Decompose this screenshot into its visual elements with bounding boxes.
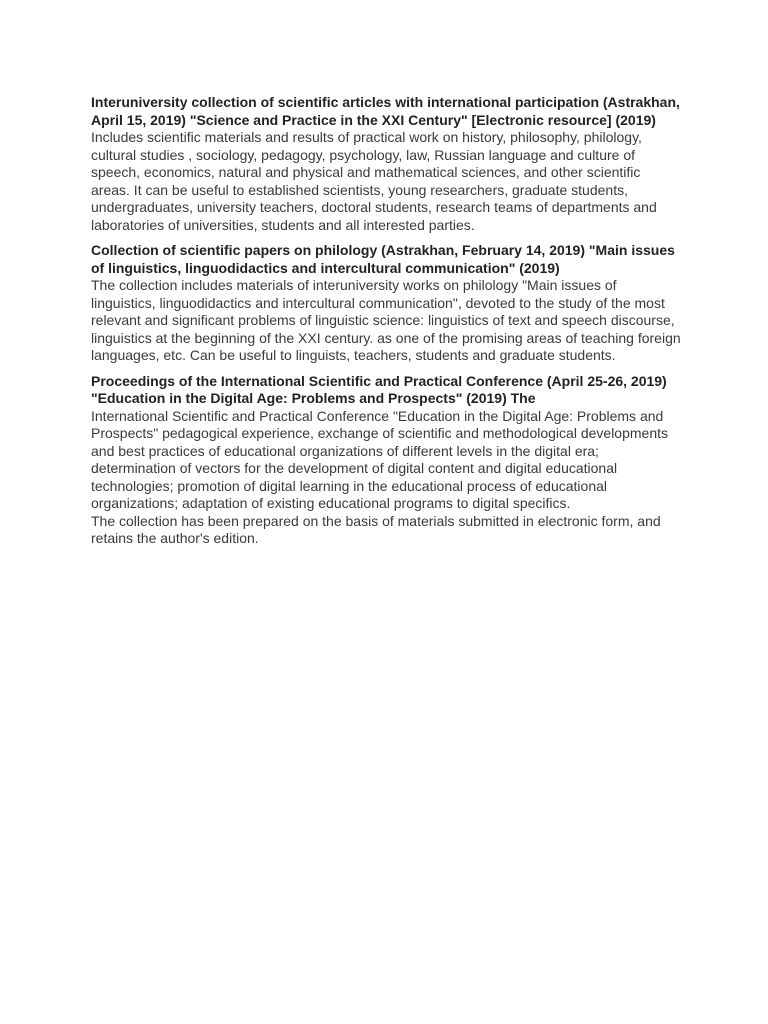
entry-title: Interuniversity collection of scientific articles with international participation (Astrakhan, April 15, 2019) "Science and Practice in the XXI Century" [Electronic resource] (2019) — [91, 94, 680, 128]
document-page — [91, 94, 681, 556]
entry-description: Includes scientific materials and results of practical work on history, philosophy, philology, cultural studies , sociology, pedagogy, psychology, law, Russian language and culture of speech, economics, natural and physical and mathematical sciences, and other scientific areas. It can be useful to established scientists, young researchers, graduate students, undergraduates, university teachers, doctoral students, research teams of departments and laboratories of universities, students and all interested parties. — [91, 129, 657, 233]
entry-description: The collection includes materials of interuniversity works on philology "Main issues of linguistics, linguodidactics and intercultural communication", devoted to the study of the most relevant and significant problems of linguistic science: linguistics of text and speech discourse, linguistics at the beginning of the XXI century. as one of the promising areas of teaching foreign languages, etc. Can be useful to linguists, teachers, students and graduate students. — [91, 277, 681, 363]
entry-description: International Scientific and Practical Conference "Education in the Digital Age: Problems and Prospects" pedagogical experience, exchange of scientific and methodological developments and best practices of educational organizations of different levels in the digital era; determination of vectors for the development of digital content and digital educational technologies; promotion of digital learning in the educational process of educational organizations; adaptation of existing educational programs to digital specifics. — [91, 407, 668, 511]
entry-note: The collection has been prepared on the basis of materials submitted in electronic form, and retains the author's edition. — [91, 512, 661, 546]
entry-title: Collection of scientific papers on philology (Astrakhan, February 14, 2019) "Main issues of linguistics, linguodidactics and intercultural communication" (2019) — [91, 242, 675, 276]
entry-philology-papers — [91, 242, 681, 365]
entry-science-and-practice — [91, 94, 681, 234]
entry-education-digital-age — [91, 373, 681, 548]
entry-title: Proceedings of the International Scientific and Practical Conference (April 25-26, 2019) "Education in the Digital Age: Problems and Prospects" (2019) The — [91, 372, 667, 406]
